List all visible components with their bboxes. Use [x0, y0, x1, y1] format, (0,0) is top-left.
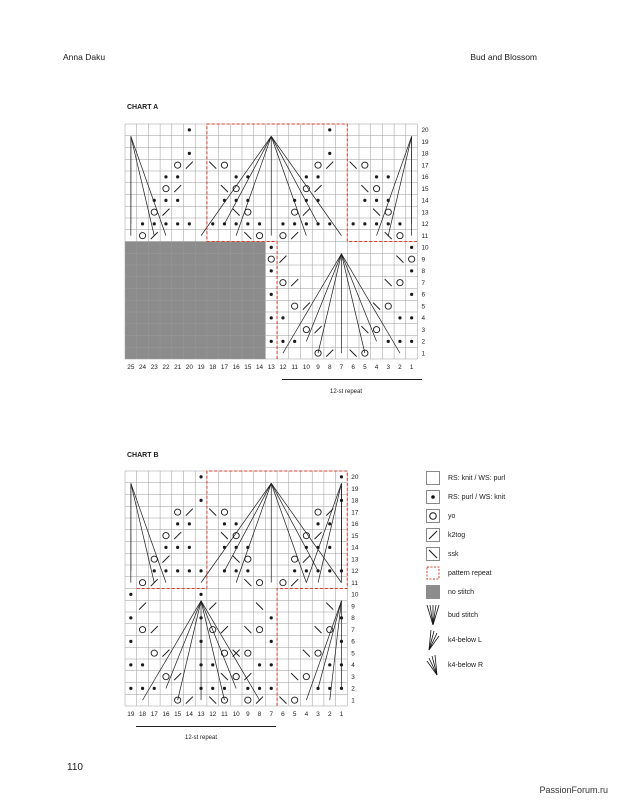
purl-stitch [129, 687, 132, 690]
ssk-stitch [209, 509, 216, 516]
purl-stitch [199, 475, 202, 478]
author-name: Anna Daku [63, 52, 106, 62]
column-number: 7 [339, 364, 344, 371]
purl-stitch [129, 593, 132, 596]
column-number: 2 [327, 711, 332, 718]
column-number: 15 [174, 711, 182, 718]
row-number: 13 [351, 556, 359, 564]
column-number: 18 [209, 364, 217, 371]
purl-stitch [176, 522, 179, 525]
k2tog-stitch [151, 626, 158, 633]
column-number: 4 [374, 364, 379, 371]
row-number: 5 [351, 650, 355, 658]
purl-stitch [153, 687, 156, 690]
row-number: 7 [351, 626, 355, 634]
knit-icon [426, 471, 440, 485]
purl-stitch [223, 569, 226, 572]
purl-icon [426, 490, 440, 504]
purl-stitch [141, 663, 144, 666]
k2tog-stitch [291, 579, 298, 586]
yo-stitch [139, 627, 145, 633]
yo-stitch [315, 650, 321, 656]
row-number: 11 [421, 232, 429, 240]
page-number: 110 [67, 762, 83, 773]
row-number: 19 [351, 485, 359, 493]
column-number: 15 [244, 364, 252, 371]
legend-item [426, 585, 474, 599]
column-number: 13 [267, 364, 275, 371]
purl-stitch [129, 663, 132, 666]
column-number: 14 [185, 711, 193, 718]
legend-item [426, 490, 505, 504]
column-number: 16 [162, 711, 170, 718]
column-number: 10 [232, 711, 240, 718]
legend-item [426, 509, 455, 523]
yo-stitch [280, 580, 286, 586]
row-number: 3 [421, 326, 426, 334]
column-number: 20 [185, 364, 193, 371]
bud-stitch-line [318, 601, 341, 689]
purl-stitch [176, 546, 179, 549]
row-number: 6 [421, 291, 426, 299]
column-number: 6 [281, 711, 285, 718]
row-number: 16 [351, 521, 359, 529]
ssk-stitch [279, 697, 286, 704]
purl-stitch [129, 640, 132, 643]
row-number: 17 [421, 162, 429, 170]
ssk-stitch [291, 673, 298, 680]
purl-stitch [141, 687, 144, 690]
row-number: 2 [351, 685, 355, 693]
column-number: 17 [220, 364, 229, 371]
column-number: 19 [197, 364, 205, 371]
bud-stitch-icon [426, 603, 440, 627]
purl-stitch [305, 569, 308, 572]
column-number: 1 [409, 364, 414, 371]
column-number: 11 [291, 364, 298, 371]
purl-stitch [129, 616, 132, 619]
legend-label: k4-below L [448, 636, 482, 644]
chart-b-title: CHART B [127, 452, 159, 459]
purl-stitch [270, 616, 273, 619]
row-number: 3 [351, 673, 355, 681]
column-number: 2 [398, 364, 402, 371]
row-number: 7 [421, 279, 426, 287]
row-number: 8 [351, 615, 355, 623]
column-number: 17 [150, 711, 158, 718]
purl-stitch [188, 546, 191, 549]
legend-item [426, 547, 459, 561]
purl-stitch [199, 499, 202, 502]
column-number: 1 [339, 711, 344, 718]
purl-stitch [153, 569, 156, 572]
k2tog-stitch [186, 509, 193, 516]
row-number: 15 [421, 185, 429, 193]
row-number: 14 [421, 197, 429, 205]
legend-item [426, 566, 492, 580]
legend-label: no stitch [448, 588, 475, 596]
purl-stitch [211, 687, 214, 690]
yo-stitch [256, 580, 262, 586]
chart-a-repeat-label: 12-st repeat [330, 389, 363, 395]
purl-stitch [328, 546, 331, 549]
column-number: 8 [257, 711, 262, 718]
column-number: 18 [138, 711, 147, 718]
row-number: 16 [421, 174, 429, 182]
pattern-repeat-icon [426, 566, 440, 580]
row-number: 13 [421, 209, 429, 217]
row-number: 6 [351, 638, 355, 646]
row-number: 1 [421, 350, 426, 358]
row-number: 18 [351, 497, 359, 505]
k2tog-stitch [303, 556, 310, 563]
k2tog-stitch [221, 626, 228, 633]
k2tog-stitch [139, 603, 146, 610]
yo-stitch [175, 509, 181, 515]
row-number: 15 [351, 532, 359, 540]
purl-stitch [258, 663, 261, 666]
column-number: 8 [327, 364, 332, 371]
purl-stitch [246, 687, 249, 690]
row-number: 19 [421, 138, 429, 146]
legend-label: RS: knit / WS: purl [448, 474, 506, 482]
purl-stitch [176, 569, 179, 572]
column-number: 6 [351, 364, 355, 371]
column-number: 12 [279, 364, 287, 371]
ssk-stitch [233, 556, 240, 563]
yo-stitch [233, 674, 239, 680]
row-number: 12 [351, 568, 359, 576]
chart-b-repeat-bracket [136, 726, 276, 727]
purl-stitch [328, 522, 331, 525]
k2tog-stitch [209, 603, 216, 610]
legend-label: k4-below R [448, 661, 484, 669]
yo-stitch [292, 697, 298, 703]
row-number: 1 [351, 697, 355, 705]
ssk-stitch [256, 603, 263, 610]
ssk-stitch [221, 532, 228, 539]
yo-stitch [303, 674, 309, 680]
k4-below-r-icon [426, 653, 440, 677]
column-number: 12 [209, 711, 217, 718]
yo-stitch [256, 627, 262, 633]
legend-label: ssk [448, 550, 459, 558]
column-number: 16 [232, 364, 240, 371]
legend-label: RS: purl / WS: knit [448, 493, 506, 501]
legend-label: k2tog [448, 531, 466, 539]
ssk-stitch [221, 673, 228, 680]
ssk-stitch [326, 603, 333, 610]
purl-stitch [235, 569, 238, 572]
column-number: 23 [150, 364, 158, 371]
purl-stitch [235, 522, 238, 525]
row-number: 20 [351, 474, 359, 482]
purl-stitch [164, 569, 167, 572]
row-number: 12 [421, 221, 429, 229]
column-number: 13 [197, 711, 205, 718]
column-number: 10 [302, 364, 310, 371]
row-number: 11 [351, 579, 358, 587]
row-number: 20 [421, 127, 429, 135]
legend-item [426, 471, 505, 485]
column-number: 3 [386, 364, 391, 371]
legend-item [426, 528, 465, 542]
row-number: 2 [421, 338, 426, 346]
column-number: 25 [127, 364, 135, 371]
legend-item [426, 653, 483, 677]
yo-stitch [163, 674, 169, 680]
ssk-icon [426, 547, 440, 561]
row-number: 4 [421, 315, 426, 323]
row-number: 4 [351, 662, 355, 670]
chart-b-repeat-label: 12-st repeat [185, 735, 218, 741]
column-number: 19 [127, 711, 135, 718]
purl-stitch [188, 522, 191, 525]
yo-stitch [245, 556, 251, 562]
purl-stitch [270, 663, 273, 666]
yo-stitch [151, 556, 157, 562]
ssk-stitch [315, 626, 322, 633]
row-number: 10 [351, 591, 359, 599]
purl-stitch [270, 687, 273, 690]
k2tog-stitch [186, 697, 193, 704]
ssk-stitch [209, 697, 216, 704]
purl-stitch [328, 569, 331, 572]
bud-stitch-line [318, 483, 341, 582]
row-number: 9 [351, 603, 355, 611]
k4-below-l-icon [426, 628, 440, 652]
yo-stitch [245, 697, 251, 703]
k2tog-stitch [162, 556, 169, 563]
row-number: 8 [421, 268, 426, 276]
purl-stitch [199, 593, 202, 596]
row-number: 18 [421, 150, 429, 158]
chart-a-title: CHART A [127, 104, 159, 111]
column-number: 21 [174, 364, 182, 371]
purl-stitch [316, 522, 319, 525]
watermark: PassionForum.ru [539, 785, 608, 795]
legend-label: pattern repeat [448, 569, 492, 577]
column-number: 9 [316, 364, 320, 371]
column-number: 5 [363, 364, 367, 371]
column-number: 5 [292, 711, 297, 718]
column-number: 9 [246, 711, 250, 718]
purl-stitch [164, 546, 167, 549]
yo-stitch [151, 650, 157, 656]
k2tog-stitch [174, 673, 181, 680]
purl-stitch [223, 687, 226, 690]
row-number: 17 [351, 509, 359, 517]
bud-stitch-line [271, 483, 341, 582]
purl-stitch [340, 475, 343, 478]
purl-stitch [188, 569, 191, 572]
bud-stitch-line [131, 483, 154, 582]
pattern-name: Bud and Blossom [470, 52, 537, 62]
k2tog-stitch [174, 532, 181, 539]
k2tog-icon [426, 528, 440, 542]
legend-item [426, 603, 478, 627]
k2tog-stitch [315, 532, 322, 539]
purl-stitch [223, 522, 226, 525]
row-number: 5 [421, 303, 426, 311]
ssk-stitch [303, 650, 310, 657]
column-number: 24 [138, 364, 147, 371]
ssk-stitch [244, 579, 251, 586]
legend-label: bud stitch [448, 611, 478, 619]
purl-stitch [199, 569, 202, 572]
yo-stitch [221, 509, 227, 515]
yo-stitch [139, 580, 145, 586]
legend-item [426, 628, 482, 652]
ssk-stitch [244, 626, 251, 633]
column-number: 7 [269, 711, 274, 718]
purl-stitch [270, 640, 273, 643]
purl-stitch [293, 569, 296, 572]
yo-stitch [292, 556, 298, 562]
yo-icon [426, 509, 440, 523]
no-stitch-icon [426, 585, 440, 599]
purl-stitch [246, 569, 249, 572]
purl-stitch [258, 687, 261, 690]
legend-label: yo [448, 512, 456, 520]
yo-stitch [315, 509, 321, 515]
purl-stitch [328, 663, 331, 666]
yo-stitch [245, 650, 251, 656]
purl-stitch [211, 663, 214, 666]
column-number: 4 [304, 711, 309, 718]
row-number: 14 [351, 544, 359, 552]
column-number: 11 [221, 711, 228, 718]
column-number: 14 [255, 364, 264, 371]
yo-stitch [163, 533, 169, 539]
row-number: 9 [421, 256, 426, 264]
column-number: 3 [316, 711, 320, 718]
column-number: 22 [162, 364, 170, 371]
row-number: 10 [421, 244, 429, 252]
bud-stitch-line [201, 483, 271, 582]
